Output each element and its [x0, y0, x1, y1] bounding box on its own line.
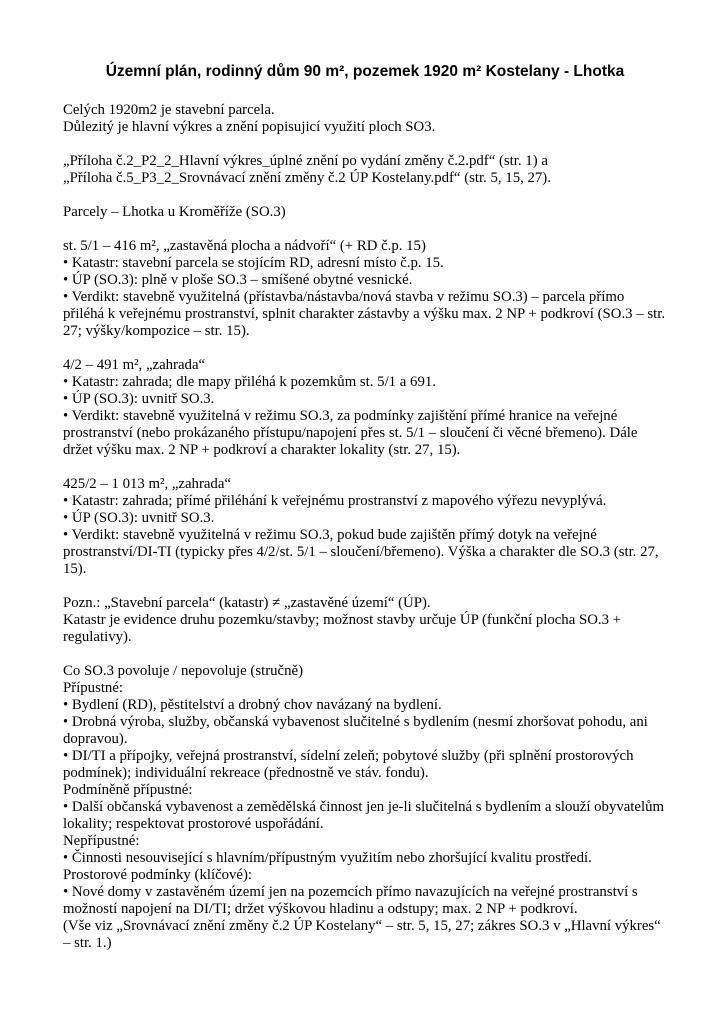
text-line: Co SO.3 povoluje / nepovoluje (stručně)	[63, 663, 304, 679]
paragraph-block	[63, 357, 667, 459]
text-line: • Verdikt: stavebně využitelná (přístavba/nástavba/nová stavba v režimu SO.3) – parcela přímo přiléhá k veřejnému prostranství, splnit charakter zástavby a výšku max. 2 NP + podkroví (SO.3 – str. 27; výšky/kompozice – str. 15).	[63, 289, 666, 339]
text-line: • Činnosti nesouvisející s hlavním/přípustným využitím nebo zhoršující kvalitu prostředí.	[63, 850, 592, 866]
text-line: Přípustné:	[63, 680, 124, 696]
text-line: • Katastr: zahrada; dle mapy přiléhá k pozemkům st. 5/1 a 691.	[63, 374, 436, 390]
paragraph-block	[63, 153, 667, 187]
text-line: „Příloha č.2_P2_2_Hlavní výkres_úplné znění po vydání změny č.2.pdf“ (str. 1) a	[63, 153, 548, 169]
text-line: • Bydlení (RD), pěstitelství a drobný chov navázaný na bydlení.	[63, 697, 442, 713]
text-line: Katastr je evidence druhu pozemku/stavby; možnost stavby určuje ÚP (funkční plocha SO.3 + regulativy).	[63, 612, 622, 645]
text-line: (Vše viz „Srovnávací znění změny č.2 ÚP Kostelany“ – str. 5, 15, 27; zákres SO.3 v „Hlavní výkres“ – str. 1.)	[63, 918, 661, 951]
paragraph-block	[63, 102, 667, 136]
text-line: • Nové domy v zastavěném území jen na pozemcích přímo navazujících na veřejné prostranství s možností napojení na DI/TI; držet výškovou hladinu a odstupy; max. 2 NP + podkroví.	[63, 884, 638, 917]
document-body	[63, 102, 667, 952]
paragraph-block	[63, 476, 667, 578]
text-line: 425/2 – 1 013 m², „zahrada“	[63, 476, 231, 492]
page-title: Územní plán, rodinný dům 90 m², pozemek 1920 m² Kostelany - Lhotka	[105, 63, 625, 80]
text-line: Důlezitý je hlavní výkres a znění popisujicí využití ploch SO3.	[63, 119, 436, 135]
paragraph-block	[63, 238, 667, 340]
text-line: • ÚP (SO.3): uvnitř SO.3.	[63, 391, 215, 407]
text-line: • Verdikt: stavebně využitelná v režimu SO.3, za podmínky zajištění přímé hranice na veřejné prostranství (nebo prokázaného přístupu/napojení přes st. 5/1 – sloučení či věcné břemeno). Dále držet výšku max. 2 NP + podkroví a charakter lokality (str. 27, 15).	[63, 408, 638, 458]
text-line: „Příloha č.5_P3_2_Srovnávací znění změny č.2 ÚP Kostelany.pdf“ (str. 5, 15, 27).	[63, 170, 551, 186]
paragraph-block	[63, 595, 667, 646]
paragraph-block	[63, 204, 667, 221]
text-line: Celých 1920m2 je stavební parcela.	[63, 102, 275, 118]
text-line: Parcely – Lhotka u Kroměříže (SO.3)	[63, 204, 286, 220]
text-line: • ÚP (SO.3): uvnitř SO.3.	[63, 510, 215, 526]
text-line: • DI/TI a přípojky, veřejná prostranství, sídelní zeleň; pobytové služby (při splnění prostorových podmínek); individuální rekreace (přednostně ve stáv. fondu).	[63, 748, 634, 781]
text-line: • Drobná výroba, služby, občanská vybavenost slučitelné s bydlením (nesmí zhoršovat pohodu, ani dopravou).	[63, 714, 648, 747]
text-line: Pozn.: „Stavební parcela“ (katastr) ≠ „zastavěné území“ (ÚP).	[63, 595, 431, 611]
text-line: • Katastr: stavební parcela se stojícím RD, adresní místo č.p. 15.	[63, 255, 444, 271]
text-line: 4/2 – 491 m², „zahrada“	[63, 357, 206, 373]
text-line: • Další občanská vybavenost a zemědělská činnost jen je-li slučitelná s bydlením a slouží obyvatelům lokality; respektovat prostorové uspořádání.	[63, 799, 665, 832]
text-line: • Katastr: zahrada; přímé přiléhání k veřejnému prostranství z mapového výřezu nevyplývá.	[63, 493, 607, 509]
paragraph-block	[63, 663, 667, 952]
text-line: Podmíněně přípustné:	[63, 782, 193, 798]
text-line: st. 5/1 – 416 m², „zastavěná plocha a nádvoří“ (+ RD č.p. 15)	[63, 238, 426, 254]
text-line: • Verdikt: stavebně využitelná v režimu SO.3, pokud bude zajištěn přímý dotyk na veřejné prostranství/DI-TI (typicky přes 4/2/st. 5/1 – sloučení/břemeno). Výška a charakter dle SO.3 (str. 27, 15).	[63, 527, 659, 577]
text-line: Prostorové podmínky (klíčové):	[63, 867, 253, 883]
text-line: • ÚP (SO.3): plně v ploše SO.3 – smíšené obytné vesnické.	[63, 272, 413, 288]
text-line: Nepřípustné:	[63, 833, 140, 849]
